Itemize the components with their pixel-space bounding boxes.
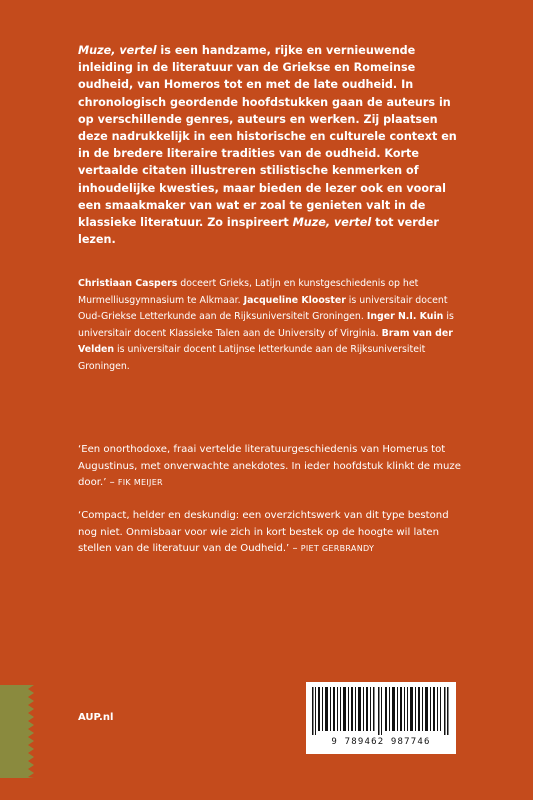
decorative-ribbon xyxy=(0,685,34,778)
author-name: Inger N.I. Kuin xyxy=(366,311,444,323)
author-bio-text: doceert Grieks, Latijn en kunstgeschiedenis op het Murmelliusgymnasium te Alkmaar. xyxy=(78,278,419,306)
author-bio-text: is universitair docent Latijnse letterkunde aan de Rijksuniversiteit Groningen. xyxy=(78,344,426,372)
intro-text: is een handzame, rijke en vernieuwende inleiding in de literatuur van de Griekse en Romeinse oudheid, van Homeros tot en met de late oudheid. In chronologisch geordende hoofdstukken gaan de auteurs in op verschillende genres, auteurs en werken. Zij plaatsen deze nadrukkelijk in een historische en culturele context en in de bredere literaire tradities van de oudheid. Korte vertaalde citaten illustreren stilistische kenmerken of inhoudelijke kwesties, maar bieden de lezer ook en vooral een smaakmaker van wat er zoal te genieten valt in de klassieke literatuur. Zo inspireert xyxy=(78,44,457,230)
barcode-bars xyxy=(312,687,450,735)
author-name: Christiaan Caspers xyxy=(78,278,178,289)
barcode xyxy=(306,682,456,754)
review-quote: ‘Compact, helder en deskundig: een overzichtswerk van dit type bestond nog niet. Onmisbaar voor wie zich in kort bestek op de hoogte wil laten stellen van de literatuur van de Oudheid.’ – PIET GERBRANDY xyxy=(78,510,449,554)
author-name: Bram van der Velden xyxy=(78,327,453,356)
quote-text: ‘Compact, helder en deskundig: een overzichtswerk van dit type bestond nog niet. Onmisbaar voor wie zich in kort bestek op de hoogte wil laten stellen van de literatuur van de Oudheid.’ xyxy=(78,510,449,554)
quote-text: ‘Een onorthodoxe, fraai vertelde literatuurgeschiedenis van Homerus tot Augustinus, met onverwachte anekdotes. In ieder hoofdstuk klinkt de muze door.’ xyxy=(78,444,461,488)
intro-paragraph xyxy=(78,42,458,248)
isbn-number: 9 789462 987746 xyxy=(331,737,431,747)
intro-ending: tot verder lezen. xyxy=(78,216,439,247)
book-title-inline: Muze, vertel xyxy=(292,216,372,230)
author-name: Jacqueline Klooster xyxy=(243,294,346,306)
author-bios xyxy=(78,276,458,376)
review-quote: ‘Een onorthodoxe, fraai vertelde literatuurgeschiedenis van Homerus tot Augustinus, met onverwachte anekdotes. In ieder hoofdstuk klinkt de muze door.’ – FIK MEIJER xyxy=(78,444,461,488)
author-bio-text: is universitair docent Klassieke Talen aan de University of Virginia. xyxy=(78,311,454,339)
quote-author: FIK MEIJER xyxy=(117,478,163,487)
author-bio-text: is universitair docent Oud-Griekse Letterkunde aan de Rijksuniversiteit Groningen. xyxy=(78,294,448,323)
quote-author: PIET GERBRANDY xyxy=(300,544,375,553)
publisher-logo: AUP.nl xyxy=(78,712,114,723)
book-title: Muze, vertel xyxy=(78,44,157,57)
